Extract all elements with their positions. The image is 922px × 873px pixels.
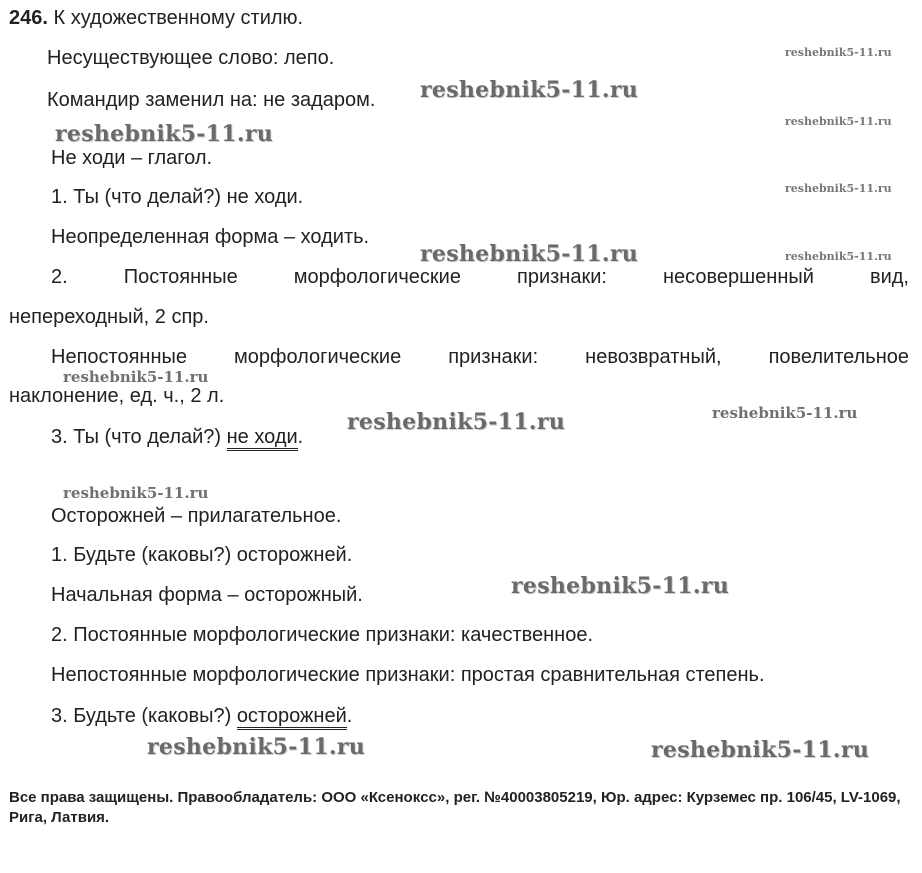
text-line-4: 1. Ты (что делай?) не ходи.	[51, 186, 304, 208]
line-suffix: .	[346, 705, 353, 727]
text-line-11: Осторожней – прилагательное.	[51, 505, 342, 527]
watermark: reshebnik5-11.ru	[785, 182, 892, 195]
word: Постоянные	[123, 266, 238, 288]
watermark: reshebnik5-11.ru	[651, 737, 870, 763]
text-line-14: 2. Постоянные морфологические признаки: качественное.	[51, 624, 594, 646]
text-line-8	[51, 345, 909, 369]
double-underlined-predicate: не ходи	[227, 426, 298, 451]
text-line-9: наклонение, ед. ч., 2 л.	[9, 385, 225, 407]
watermark: reshebnik5-11.ru	[63, 484, 209, 502]
text-line-13: Начальная форма – осторожный.	[51, 584, 363, 606]
word: несовершенный	[662, 266, 814, 288]
word: морфологические	[234, 346, 402, 368]
text-line-2: Командир заменил на: не задаром.	[47, 89, 376, 111]
watermark: reshebnik5-11.ru	[420, 77, 639, 103]
word: Непостоянные	[51, 346, 187, 368]
text-line-3: Не ходи – глагол.	[51, 147, 213, 169]
text-line-16	[51, 704, 352, 728]
text-line-15: Непостоянные морфологические признаки: простая сравнительная степень.	[51, 664, 765, 686]
text-line-1: Несуществующее слово: лепо.	[47, 47, 335, 69]
word: признаки:	[516, 266, 607, 288]
double-underlined-predicate: осторожней	[237, 705, 347, 730]
text-line-7: непереходный, 2 спр.	[9, 306, 209, 328]
watermark: reshebnik5-11.ru	[785, 115, 892, 128]
copyright-footer: Все права защищены. Правообладатель: ООО «Ксенокcс», рег. №40003805219, Юр. адрес: Курземес пр. 106/45, LV-1069, Рига, Латвия.	[9, 789, 901, 826]
watermark: reshebnik5-11.ru	[63, 368, 209, 386]
line-prefix: 3. Ты (что делай?)	[51, 426, 227, 448]
word: морфологические	[293, 266, 461, 288]
word: признаки:	[448, 346, 539, 368]
watermark: reshebnik5-11.ru	[420, 241, 639, 267]
exercise-title: К художественному стилю.	[47, 7, 304, 29]
text-line-6	[51, 265, 909, 289]
watermark: reshebnik5-11.ru	[511, 573, 730, 599]
word: невозвратный,	[585, 346, 722, 368]
watermark: reshebnik5-11.ru	[712, 404, 858, 422]
line-prefix: 3. Будьте (каковы?)	[51, 705, 237, 727]
text-line-10	[51, 425, 303, 449]
watermark: reshebnik5-11.ru	[55, 121, 274, 147]
exercise-heading	[9, 6, 303, 30]
exercise-number: 246.	[9, 7, 48, 29]
text-line-5: Неопределенная форма – ходить.	[51, 226, 370, 248]
word: 2.	[51, 266, 68, 288]
watermark: reshebnik5-11.ru	[347, 409, 566, 435]
watermark: reshebnik5-11.ru	[147, 734, 366, 760]
watermark: reshebnik5-11.ru	[785, 46, 892, 59]
word: вид,	[869, 266, 909, 288]
text-line-12: 1. Будьте (каковы?) осторожней.	[51, 544, 353, 566]
word: повелительное	[768, 346, 909, 368]
line-suffix: .	[297, 426, 304, 448]
watermark: reshebnik5-11.ru	[785, 250, 892, 263]
